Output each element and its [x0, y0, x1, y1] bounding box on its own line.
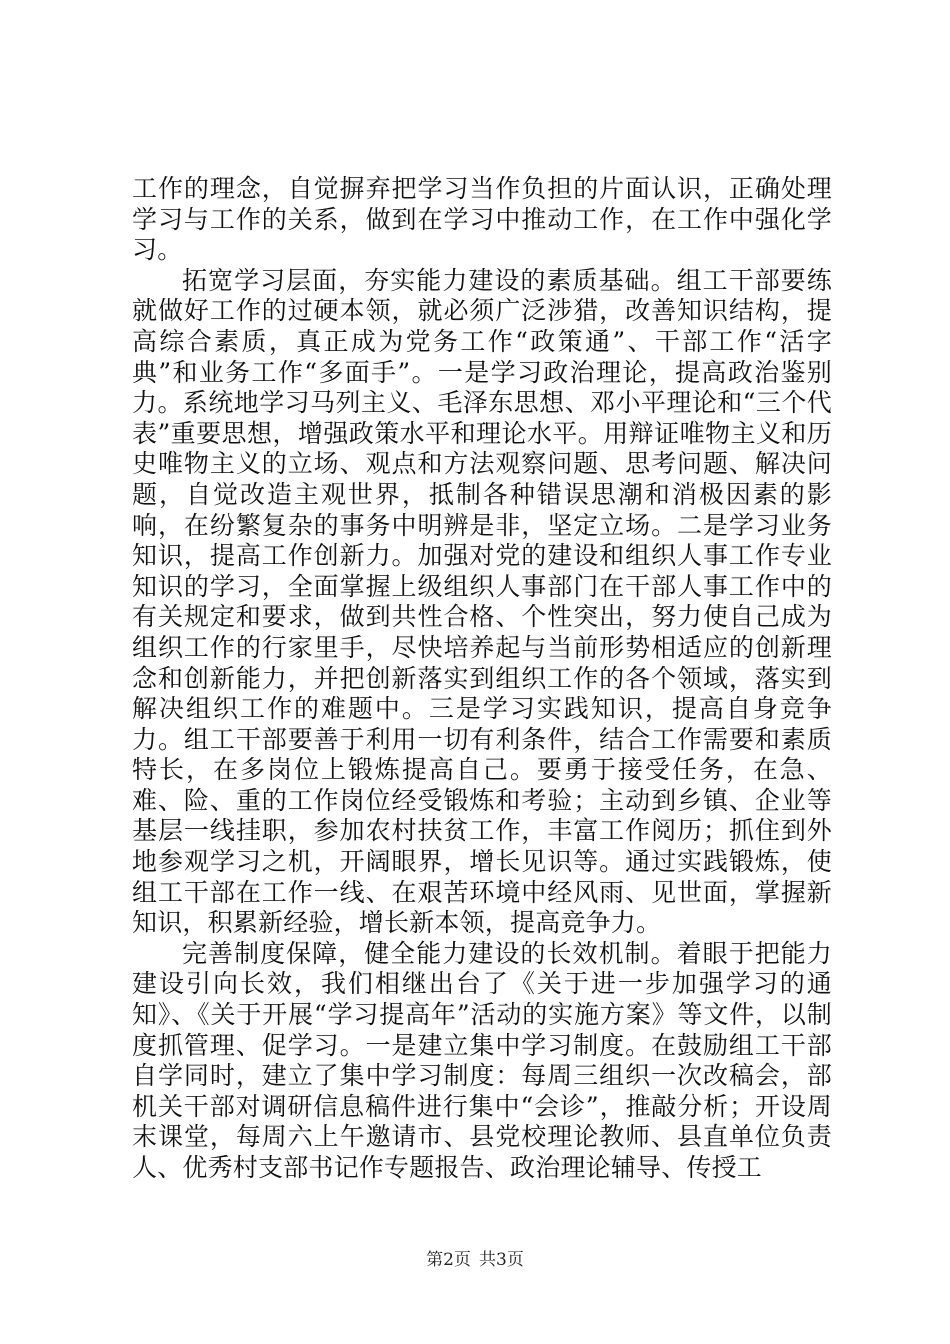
paragraph-1: 工作的理念，自觉摒弃把学习当作负担的片面认识，正确处理学习与工作的关系，做到在学习中推动工作，在工作中强化学习。	[132, 174, 832, 265]
page-total: 共3页	[479, 1250, 524, 1270]
paragraph-3: 完善制度保障，健全能力建设的长效机制。着眼于把能力建设引向长效，我们相继出台了《关于进一步加强学习的通知》、《关于开展“学习提高年”活动的实施方案》等文件，以制度抓管理、促学习。一是建立集中学习制度。在鼓励组工干部自学同时，建立了集中学习制度：每周三组织一次改稿会，部机关干部对调研信息稿件进行集中“会诊”，推敲分析；开设周末课堂，每周六上午邀请市、县党校理论教师、县直单位负责人、优秀村支部书记作专题报告、政治理论辅导、传授工	[132, 938, 832, 1182]
paragraph-2: 拓宽学习层面，夯实能力建设的素质基础。组工干部要练就做好工作的过硬本领，就必须广泛涉猎，改善知识结构，提高综合素质，真正成为党务工作“政策通”、干部工作“活字典”和业务工作“多面手”。一是学习政治理论，提高政治鉴别力。系统地学习马列主义、毛泽东思想、邓小平理论和“三个代表”重要思想，增强政策水平和理论水平。用辩证唯物主义和历史唯物主义的立场、观点和方法观察问题、思考问题、解决问题，自觉改造主观世界，抵制各种错误思潮和消极因素的影响，在纷繁复杂的事务中明辨是非，坚定立场。二是学习业务知识，提高工作创新力。加强对党的建设和组织人事工作专业知识的学习，全面掌握上级组织人事部门在干部人事工作中的有关规定和要求，做到共性合格、个性突出，努力使自己成为组织工作的行家里手，尽快培养起与当前形势相适应的创新理念和创新能力，并把创新落实到组织工作的各个领域，落实到解决组织工作的难题中。三是学习实践知识，提高自身竞争力。组工干部要善于利用一切有利条件，结合工作需要和素质特长，在多岗位上锻炼提高自己。要勇于接受任务，在急、难、险、重的工作岗位经受锻炼和考验；主动到乡镇、企业等基层一线挂职，参加农村扶贫工作，丰富工作阅历；抓住到外地参观学习之机，开阔眼界，增长见识等。通过实践锻炼，使组工干部在工作一线、在艰苦环境中经风雨、见世面，掌握新知识，积累新经验，增长新本领，提高竞争力。	[132, 265, 832, 938]
page-number: 第2页	[426, 1250, 471, 1270]
document-body	[132, 174, 832, 1184]
page-footer	[0, 1245, 950, 1270]
